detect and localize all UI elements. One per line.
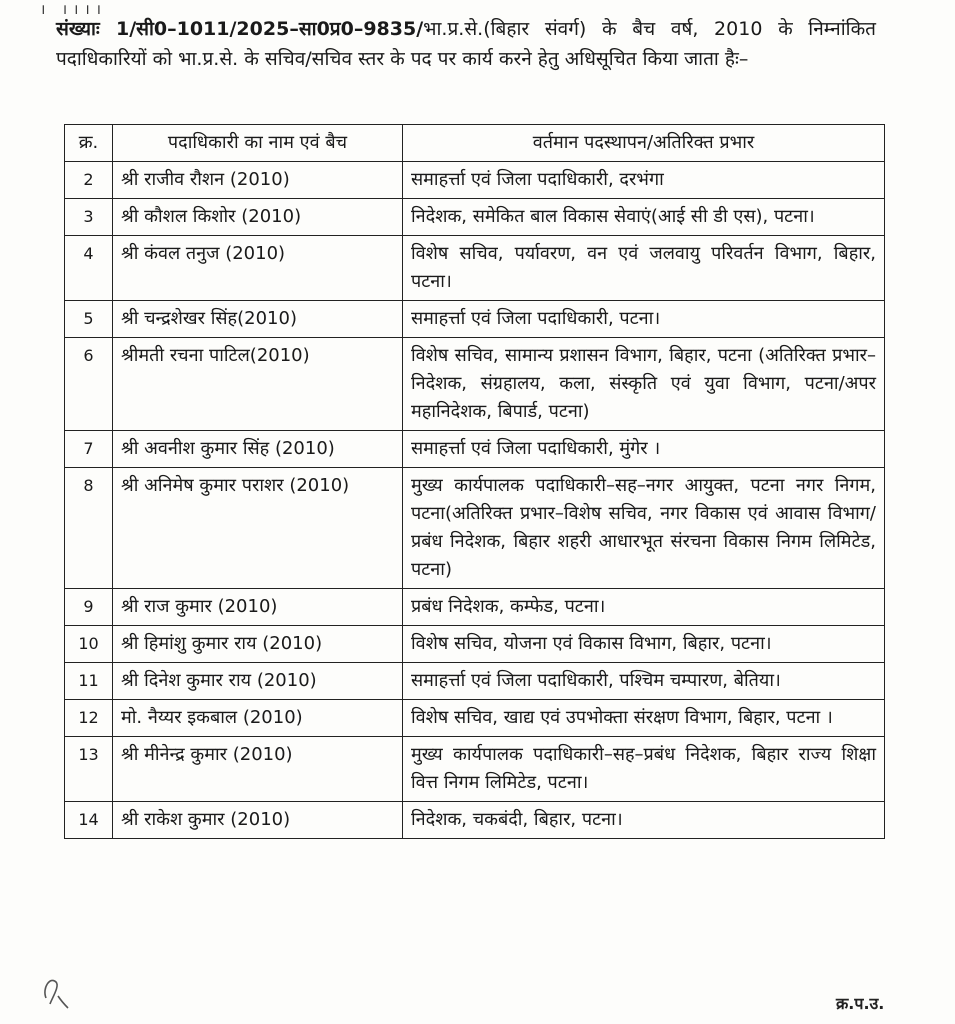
officer-name: श्री मीनेन्द्र कुमार (2010)	[113, 737, 403, 802]
current-posting: समाहर्त्ता एवं जिला पदाधिकारी, मुंगेर ।	[403, 431, 885, 468]
header-officer-name: पदाधिकारी का नाम एवं बैच	[113, 125, 403, 162]
header-serial: क्र.	[65, 125, 113, 162]
serial-number: 11	[65, 663, 113, 700]
serial-number: 7	[65, 431, 113, 468]
header-current-posting: वर्तमान पदस्थापन/अतिरिक्त प्रभार	[403, 125, 885, 162]
intro-text: भा.प्र.से.(बिहार संवर्ग) के बैच वर्ष, 2010 के निम्नांकित पदाधिकारियों को भा.प्र.से. के सचिव/सचिव स्तर के पद पर कार्य करने हेतु अधिसूचित किया जाता हैः–	[56, 18, 876, 70]
officer-name: श्री अवनीश कुमार सिंह (2010)	[113, 431, 403, 468]
current-posting: समाहर्त्ता एवं जिला पदाधिकारी, पटना।	[403, 301, 885, 338]
current-posting: विशेष सचिव, सामान्य प्रशासन विभाग, बिहार, पटना (अतिरिक्त प्रभार–निदेशक, संग्रहालय, कला, संस्कृति एवं युवा विभाग, पटना/अपर महानिदेशक, बिपार्ड, पटना)	[403, 338, 885, 431]
officer-name: श्री राकेश कुमार (2010)	[113, 802, 403, 839]
current-posting: समाहर्त्ता एवं जिला पदाधिकारी, दरभंगा	[403, 162, 885, 199]
current-posting: विशेष सचिव, योजना एवं विकास विभाग, बिहार, पटना।	[403, 626, 885, 663]
current-posting: प्रबंध निदेशक, कम्फेड, पटना।	[403, 589, 885, 626]
table-row	[65, 468, 885, 589]
current-posting: विशेष सचिव, पर्यावरण, वन एवं जलवायु परिवर्तन विभाग, बिहार, पटना।	[403, 236, 885, 301]
signature-mark-icon	[40, 968, 78, 1010]
table-row	[65, 236, 885, 301]
officer-name: श्री राज कुमार (2010)	[113, 589, 403, 626]
serial-number: 10	[65, 626, 113, 663]
officer-name: श्री हिमांशु कुमार राय (2010)	[113, 626, 403, 663]
table-row	[65, 663, 885, 700]
officer-name: श्री चन्द्रशेखर सिंह(2010)	[113, 301, 403, 338]
table-row	[65, 626, 885, 663]
officer-name: मो. नैय्यर इकबाल (2010)	[113, 700, 403, 737]
table-body	[65, 162, 885, 839]
table-row	[65, 338, 885, 431]
current-posting: मुख्य कार्यपालक पदाधिकारी–सह–प्रबंध निदेशक, बिहार राज्य शिक्षा वित्त निगम लिमिटेड, पटना।	[403, 737, 885, 802]
reference-number: संख्याः 1/सी0–1011/2025–सा0प्र0–9835/	[56, 18, 424, 40]
table-row	[65, 589, 885, 626]
officer-name: श्री दिनेश कुमार राय (2010)	[113, 663, 403, 700]
serial-number: 5	[65, 301, 113, 338]
table-header-row	[65, 125, 885, 162]
current-posting: निदेशक, चकबंदी, बिहार, पटना।	[403, 802, 885, 839]
top-fragment-text: । ।।।।	[40, 2, 107, 18]
serial-number: 3	[65, 199, 113, 236]
serial-number: 6	[65, 338, 113, 431]
current-posting: समाहर्त्ता एवं जिला पदाधिकारी, पश्चिम चम्पारण, बेतिया।	[403, 663, 885, 700]
notification-intro	[56, 14, 876, 74]
table-row	[65, 199, 885, 236]
table-row	[65, 802, 885, 839]
officer-name: श्री कौशल किशोर (2010)	[113, 199, 403, 236]
serial-number: 9	[65, 589, 113, 626]
officers-table	[64, 124, 885, 839]
current-posting: निदेशक, समेकित बाल विकास सेवाएं(आई सी डी एस), पटना।	[403, 199, 885, 236]
officer-name: श्रीमती रचना पाटिल(2010)	[113, 338, 403, 431]
table-row	[65, 737, 885, 802]
table-row	[65, 700, 885, 737]
serial-number: 14	[65, 802, 113, 839]
page-turn-note: क्र.प.उ.	[836, 994, 885, 1013]
officer-name: श्री अनिमेष कुमार पराशर (2010)	[113, 468, 403, 589]
table-row	[65, 162, 885, 199]
serial-number: 13	[65, 737, 113, 802]
serial-number: 8	[65, 468, 113, 589]
serial-number: 12	[65, 700, 113, 737]
serial-number: 2	[65, 162, 113, 199]
table-row	[65, 431, 885, 468]
current-posting: विशेष सचिव, खाद्य एवं उपभोक्ता संरक्षण विभाग, बिहार, पटना ।	[403, 700, 885, 737]
serial-number: 4	[65, 236, 113, 301]
officer-name: श्री कंवल तनुज (2010)	[113, 236, 403, 301]
officer-name: श्री राजीव रौशन (2010)	[113, 162, 403, 199]
table-row	[65, 301, 885, 338]
current-posting: मुख्य कार्यपालक पदाधिकारी–सह–नगर आयुक्त, पटना नगर निगम, पटना(अतिरिक्त प्रभार–विशेष सचिव, नगर विकास एवं आवास विभाग/प्रबंध निदेशक, बिहार शहरी आधारभूत संरचना विकास निगम लिमिटेड, पटना)	[403, 468, 885, 589]
